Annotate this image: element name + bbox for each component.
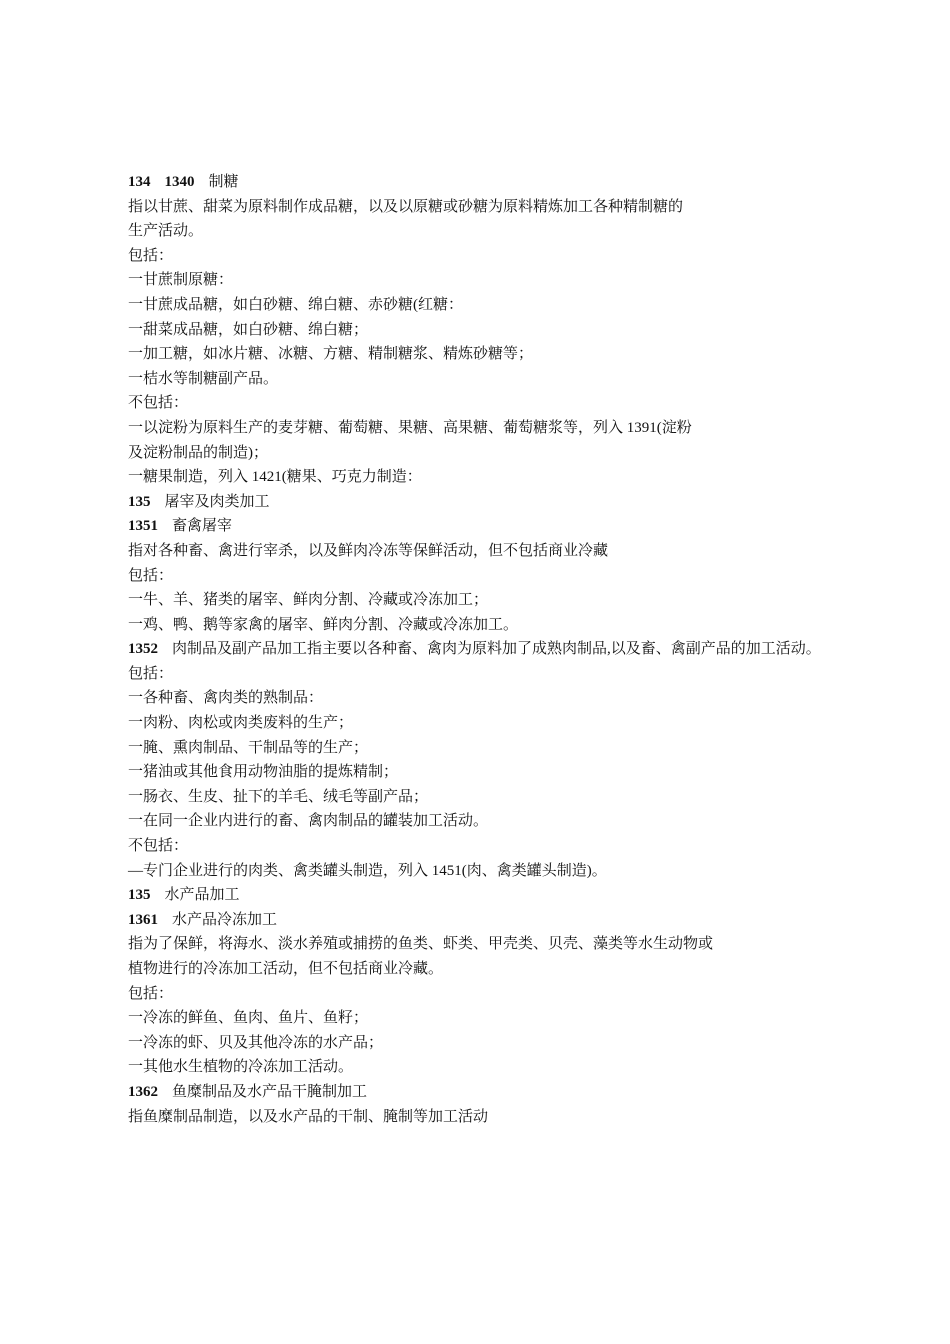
text-line [128,416,848,441]
line-text: 一牛、羊、猪类的屠宰、鲜肉分割、冷藏或冷冻加工； [128,592,489,609]
industry-code: 135 [128,493,151,510]
text-line [128,711,848,736]
line-text: 一桔水等制糖副产品。 [128,370,279,387]
section-heading [128,883,848,908]
line-text: 一冷冻的鲜鱼、鱼肉、鱼片、鱼籽； [128,1010,369,1027]
text-line [128,441,848,466]
text-line [128,785,848,810]
line-text: 一冷冻的虾、贝及其他冷冻的水产品； [128,1034,384,1051]
text-line [128,1006,848,1031]
line-text: 一腌、熏肉制品、干制品等的生产； [128,739,369,756]
section-heading [128,1080,848,1105]
line-text: —专门企业进行的肉类、禽类罐头制造，列入 1451(肉、禽类罐头制造)。 [128,862,607,879]
industry-code: 1362 [128,1083,158,1100]
industry-code: 135 [128,887,151,904]
text-line [128,268,848,293]
text-line [128,219,848,244]
line-text: 指以甘蔗、甜菜为原料制作成品糖，以及以原糖或砂糖为原料精炼加工各种精制糖的 [128,198,684,215]
text-line [128,293,848,318]
line-text: 指鱼糜制品制造，以及水产品的干制、腌制等加工活动 [128,1108,489,1125]
industry-code: 1351 [128,518,158,535]
line-text: 一各种畜、禽肉类的熟制品： [128,690,324,707]
line-text: 植物进行的冷冻加工活动，但不包括商业冷藏。 [128,961,444,977]
section-title: 水产品加工 [164,887,240,904]
text-line [128,982,848,1007]
section-heading [128,490,848,515]
industry-code: 1361 [128,911,158,928]
line-text: 一肠衣、生皮、扯下的羊毛、绒毛等副产品； [128,788,429,805]
line-text: 一以淀粉为原料生产的麦芽糖、葡萄糖、果糖、高果糖、葡萄糖浆等，列入 1391(淀粉 [128,419,692,436]
line-text: 一甘蔗成品糖，如白砂糖、绵白糖、赤砂糖(红糖： [128,296,463,313]
text-line [128,1055,848,1080]
text-line [128,367,848,392]
line-text: 及淀粉制品的制造)； [128,444,268,461]
line-text: 指对各种畜、禽进行宰杀，以及鲜肉冷冻等保鲜活动，但不包括商业冷藏 [128,542,609,559]
section-heading [128,514,848,539]
section-title: 屠宰及肉类加工 [164,493,270,510]
text-line [128,736,848,761]
section-title: 畜禽屠宰 [172,518,233,535]
text-line [128,834,848,859]
line-text: 一加工糖，如冰片糖、冰糖、方糖、精制糖浆、精炼砂糖等； [128,346,534,363]
line-text: 一甘蔗制原糖： [128,272,234,289]
line-text: 一猪油或其他食用动物油脂的提炼精制； [128,764,399,781]
text-line [128,1105,848,1130]
line-text: 指为了保鲜，将海水、淡水养殖或捕捞的鱼类、虾类、甲壳类、贝壳、藻类等水生动物或 [128,936,714,953]
line-text: 一在同一企业内进行的畜、禽肉制品的罐装加工活动。 [128,813,489,830]
text-line [128,662,848,687]
line-text: 一鸡、鸭、鹅等家禽的屠宰、鲜肉分割、冷藏或冷冻加工。 [128,616,519,633]
text-line [128,686,848,711]
text-line [128,1031,848,1056]
section-heading [128,170,848,195]
industry-code: 134 [128,174,151,190]
section-title: 水产品冷冻加工 [172,911,278,928]
line-text: 生产活动。 [128,223,204,240]
line-text: 包括： [128,985,174,1002]
text-line [128,760,848,785]
section-heading [128,637,840,662]
text-line [128,957,848,982]
text-line [128,195,848,220]
line-text: 不包括： [128,395,189,412]
line-text: 一肉粉、肉松或肉类废料的生产； [128,715,354,732]
document-body [128,170,848,1129]
line-text: 一甜菜成品糖，如白砂糖、绵白糖； [128,321,369,338]
text-line [128,244,848,269]
text-line [128,342,848,367]
text-line [128,318,848,343]
text-line [128,539,848,564]
text-line [128,613,848,638]
text-line [128,588,848,613]
line-text: 不包括： [128,838,189,855]
line-text: 包括： [128,247,174,264]
text-line [128,859,848,884]
line-text: 一其他水生植物的冷冻加工活动。 [128,1059,354,1076]
section-heading [128,908,848,933]
line-text: 包括： [128,665,174,682]
text-line [128,564,848,589]
line-text: 一糖果制造，列入 1421(糖果、巧克力制造： [128,469,422,486]
text-line [128,391,848,416]
text-line [128,465,848,490]
line-text: 包括： [128,567,174,584]
section-title: 鱼糜制品及水产品干腌制加工 [172,1083,368,1100]
section-title: 肉制品及副产品加工指主要以各种畜、禽肉为原料加了成熟肉制品,以及畜、禽副产品的加工活动。 [172,641,821,658]
industry-code: 1340 [164,174,195,190]
section-title: 制糖 [208,174,239,190]
text-line [128,809,848,834]
industry-code: 1352 [128,641,158,658]
text-line [128,932,848,957]
